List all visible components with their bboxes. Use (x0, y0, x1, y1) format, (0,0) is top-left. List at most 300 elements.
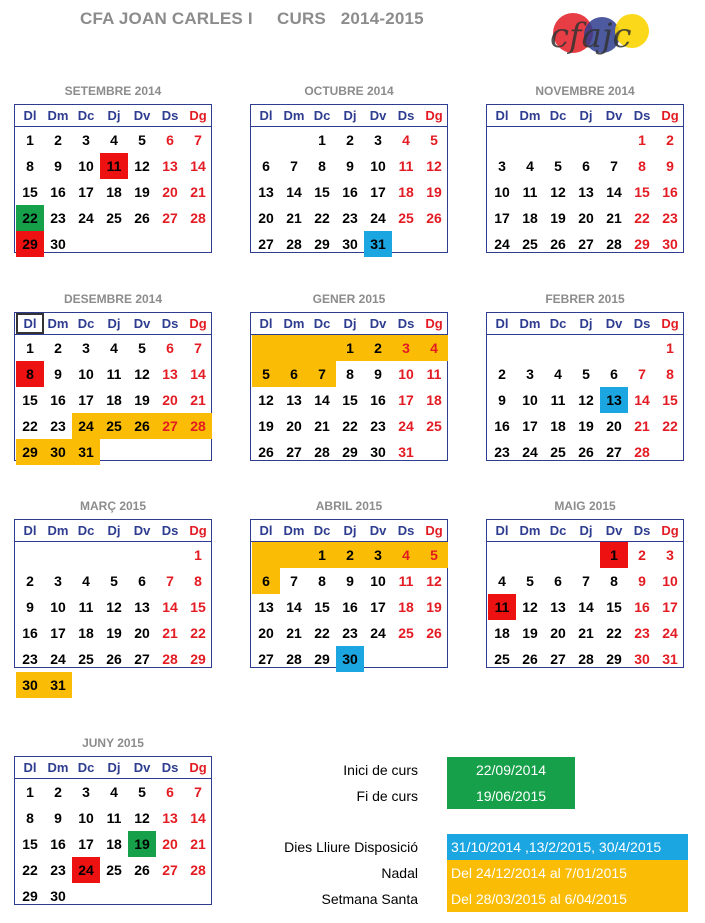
day-cell: 4 (402, 132, 410, 148)
day-cell: 5 (138, 132, 146, 148)
weekday-label: Dl (23, 523, 37, 538)
day-cell: 19 (578, 418, 594, 434)
weekday-label: Dm (519, 108, 541, 123)
weekday-label: Dj (579, 108, 593, 123)
day-cell: 11 (106, 810, 122, 826)
weekday-label: Dm (283, 523, 305, 538)
weekday-label: Dc (313, 108, 331, 123)
day-cell: 29 (634, 236, 650, 252)
day-cell: 11 (550, 392, 566, 408)
weekday-label: Dm (519, 316, 541, 331)
day-cell: 5 (110, 573, 118, 589)
day-cell: 3 (82, 784, 90, 800)
day-cell: 18 (106, 836, 122, 852)
weekday-label: Ds (161, 760, 179, 775)
day-cell: 26 (258, 444, 274, 460)
day-cell: 22 (190, 625, 206, 641)
weekday-label: Dl (495, 523, 509, 538)
day-cell: 10 (78, 366, 94, 382)
month-name: MAIG 2015 (554, 499, 616, 513)
day-cell: 5 (582, 366, 590, 382)
day-cell: 17 (370, 184, 386, 200)
day-cell: 1 (600, 542, 628, 568)
day-cell: 1 (318, 132, 326, 148)
month-grid (14, 756, 212, 905)
day-cell: 9 (346, 573, 354, 589)
day-cell: 28 (190, 862, 206, 878)
day-cell: 2 (498, 366, 506, 382)
weekday-label: Dj (579, 523, 593, 538)
day-cell: 20 (550, 625, 566, 641)
day-cell: 13 (550, 599, 566, 615)
month-calendar (14, 292, 212, 460)
day-cell: 6 (252, 568, 280, 594)
weekday-header-row (487, 520, 683, 542)
day-cell: 15 (314, 184, 330, 200)
month-grid (250, 519, 448, 668)
weekday-label: Dv (605, 316, 623, 331)
weekday-label: Dg (425, 316, 443, 331)
day-cell: 26 (426, 210, 442, 226)
day-cell: 11 (426, 366, 442, 382)
day-cell: 27 (162, 210, 178, 226)
day-cell: 21 (578, 625, 594, 641)
day-cell: 16 (50, 836, 66, 852)
day-cell: 25 (100, 413, 128, 439)
day-cell: 5 (252, 361, 280, 387)
day-cell: 27 (606, 444, 622, 460)
day-cell: 8 (26, 810, 34, 826)
weekday-label: Dl (23, 108, 37, 123)
weekday-header-row (15, 757, 211, 779)
day-cell: 21 (286, 210, 302, 226)
weekday-label: Dv (133, 316, 151, 331)
day-cell: 1 (308, 542, 336, 568)
day-cell: 9 (374, 366, 382, 382)
day-cell: 4 (420, 335, 448, 361)
day-cell: 13 (600, 387, 628, 413)
day-cell: 12 (134, 810, 150, 826)
day-cell: 8 (26, 158, 34, 174)
month-name: JUNY 2015 (82, 736, 144, 750)
blank-day-cell (308, 335, 336, 361)
day-cell: 5 (138, 784, 146, 800)
weekday-label: Ds (161, 523, 179, 538)
month-grid (250, 312, 448, 461)
day-cell: 23 (22, 651, 38, 667)
day-cell: 9 (54, 810, 62, 826)
day-cell: 13 (162, 158, 178, 174)
day-cell: 3 (54, 573, 62, 589)
day-cell: 25 (78, 651, 94, 667)
day-cell: 9 (666, 158, 674, 174)
day-cell: 24 (78, 210, 94, 226)
day-cell: 31 (44, 672, 72, 698)
day-cell: 25 (106, 862, 122, 878)
day-cell: 2 (346, 132, 354, 148)
day-cell: 8 (194, 573, 202, 589)
legend-value: 22/09/2014 (447, 757, 575, 783)
day-cell: 22 (342, 418, 358, 434)
weekday-label: Dg (189, 760, 207, 775)
day-cell: 22 (662, 418, 678, 434)
weekday-header-row (251, 520, 447, 542)
day-cell: 28 (190, 210, 206, 226)
weekday-label: Ds (397, 316, 415, 331)
day-cell: 7 (194, 132, 202, 148)
school-title: CFA JOAN CARLES I (80, 9, 253, 28)
day-cell: 12 (258, 392, 274, 408)
day-cell: 1 (26, 784, 34, 800)
day-cell: 11 (398, 158, 414, 174)
weekday-label: Dg (189, 316, 207, 331)
day-cell: 17 (50, 625, 66, 641)
weekday-label: Dl (495, 316, 509, 331)
weekday-label: Dg (661, 316, 679, 331)
day-cell: 15 (606, 599, 622, 615)
day-cell: 5 (526, 573, 534, 589)
day-cell: 11 (398, 573, 414, 589)
day-cell: 19 (550, 210, 566, 226)
logo-text: cfajc (550, 16, 632, 56)
day-cell: 29 (22, 888, 38, 904)
day-cell: 12 (426, 158, 442, 174)
day-cell: 7 (290, 573, 298, 589)
day-cell: 7 (194, 784, 202, 800)
day-cell: 20 (162, 184, 178, 200)
day-cell: 10 (370, 573, 386, 589)
month-calendar (250, 499, 448, 667)
day-cell: 19 (522, 625, 538, 641)
day-cell: 30 (662, 236, 678, 252)
day-cell: 4 (554, 366, 562, 382)
day-cell: 5 (430, 132, 438, 148)
day-cell: 26 (522, 651, 538, 667)
weekday-label: Dm (47, 108, 69, 123)
day-cell: 30 (336, 646, 364, 672)
weekday-label: Dg (189, 523, 207, 538)
legend-label: Nadal (381, 865, 418, 881)
day-cell: 10 (78, 810, 94, 826)
day-cell: 23 (370, 418, 386, 434)
day-cell: 8 (318, 573, 326, 589)
weekday-label: Dm (47, 316, 69, 331)
weekday-label: Dv (369, 523, 387, 538)
weekday-label: Dc (549, 108, 567, 123)
day-cell: 2 (666, 132, 674, 148)
day-cell: 10 (494, 184, 510, 200)
day-cell: 9 (638, 573, 646, 589)
day-cell: 14 (190, 810, 206, 826)
day-cell: 2 (364, 335, 392, 361)
day-cell: 20 (258, 625, 274, 641)
day-cell: 8 (638, 158, 646, 174)
weekday-header-row (15, 105, 211, 127)
legend-value: 19/06/2015 (447, 783, 575, 809)
day-cell: 10 (662, 573, 678, 589)
month-grid (250, 104, 448, 253)
day-cell: 26 (134, 862, 150, 878)
day-cell: 7 (308, 361, 336, 387)
day-cell: 1 (194, 547, 202, 563)
day-cell: 26 (550, 236, 566, 252)
day-cell: 1 (336, 335, 364, 361)
day-cell: 18 (494, 625, 510, 641)
weekday-label: Dg (425, 108, 443, 123)
day-cell: 18 (426, 392, 442, 408)
weekday-label: Dv (133, 108, 151, 123)
weekday-label: Dj (343, 523, 357, 538)
school-logo (540, 5, 660, 65)
day-cell: 28 (578, 651, 594, 667)
weekday-label: Dj (107, 760, 121, 775)
day-cell: 13 (258, 184, 274, 200)
month-calendar (14, 499, 212, 693)
month-calendar (486, 84, 684, 252)
day-cell: 28 (634, 444, 650, 460)
day-cell: 24 (370, 625, 386, 641)
day-cell: 11 (106, 366, 122, 382)
day-cell: 21 (190, 184, 206, 200)
weekday-header-row (251, 313, 447, 335)
weekday-label: Dl (259, 316, 273, 331)
day-cell: 9 (498, 392, 506, 408)
day-cell: 3 (666, 547, 674, 563)
month-calendar (14, 84, 212, 252)
day-cell: 26 (106, 651, 122, 667)
weekday-label: Dc (77, 108, 95, 123)
day-cell: 17 (370, 599, 386, 615)
day-cell: 13 (162, 366, 178, 382)
month-calendar (250, 292, 448, 460)
month-grid (486, 312, 684, 461)
day-cell: 15 (190, 599, 206, 615)
day-cell: 26 (134, 210, 150, 226)
day-cell: 15 (634, 184, 650, 200)
day-cell: 25 (106, 210, 122, 226)
day-cell: 27 (286, 444, 302, 460)
blank-day-cell (252, 542, 280, 568)
weekday-label: Dm (283, 316, 305, 331)
month-name: ABRIL 2015 (315, 499, 383, 513)
blank-day-cell (280, 335, 308, 361)
day-cell: 16 (662, 184, 678, 200)
month-calendar (486, 499, 684, 667)
day-cell: 5 (420, 542, 448, 568)
day-cell: 2 (336, 542, 364, 568)
day-cell: 27 (156, 413, 184, 439)
day-cell: 11 (488, 594, 516, 620)
weekday-label: Dg (425, 523, 443, 538)
day-cell: 30 (370, 444, 386, 460)
day-cell: 8 (610, 573, 618, 589)
weekday-header-row (251, 105, 447, 127)
day-cell: 16 (634, 599, 650, 615)
day-cell: 17 (398, 392, 414, 408)
day-cell: 19 (426, 184, 442, 200)
day-cell: 26 (426, 625, 442, 641)
day-cell: 1 (638, 132, 646, 148)
day-cell: 8 (666, 366, 674, 382)
day-cell: 22 (314, 210, 330, 226)
weekday-header-row (15, 313, 211, 335)
day-cell: 24 (72, 413, 100, 439)
day-cell: 26 (128, 413, 156, 439)
day-cell: 30 (16, 672, 44, 698)
month-grid (14, 104, 212, 253)
day-cell: 28 (286, 651, 302, 667)
day-cell: 23 (342, 210, 358, 226)
day-cell: 5 (138, 340, 146, 356)
day-cell: 23 (662, 210, 678, 226)
weekday-label: Dg (661, 108, 679, 123)
day-cell: 27 (162, 862, 178, 878)
day-cell: 2 (638, 547, 646, 563)
day-cell: 21 (314, 418, 330, 434)
day-cell: 14 (162, 599, 178, 615)
day-cell: 12 (134, 366, 150, 382)
day-cell: 29 (606, 651, 622, 667)
weekday-header-row (487, 105, 683, 127)
day-cell: 22 (22, 862, 38, 878)
day-cell: 12 (426, 573, 442, 589)
day-cell: 23 (342, 625, 358, 641)
day-cell: 17 (78, 392, 94, 408)
weekday-label: Dv (605, 108, 623, 123)
day-cell: 6 (554, 573, 562, 589)
day-cell: 11 (100, 153, 128, 179)
weekday-label: Dg (189, 108, 207, 123)
day-cell: 25 (494, 651, 510, 667)
day-cell: 18 (78, 625, 94, 641)
weekday-label: Dm (283, 108, 305, 123)
month-calendar (14, 736, 212, 904)
weekday-label: Ds (633, 523, 651, 538)
day-cell: 14 (286, 184, 302, 200)
day-cell: 24 (662, 625, 678, 641)
day-cell: 31 (72, 439, 100, 465)
weekday-label: Dl (16, 313, 44, 334)
weekday-label: Dl (495, 108, 509, 123)
day-cell: 15 (22, 836, 38, 852)
day-cell: 27 (550, 651, 566, 667)
day-cell: 22 (22, 418, 38, 434)
day-cell: 15 (22, 184, 38, 200)
day-cell: 12 (578, 392, 594, 408)
day-cell: 14 (190, 158, 206, 174)
weekday-label: Dc (77, 760, 95, 775)
day-cell: 30 (634, 651, 650, 667)
weekday-label: Dv (133, 523, 151, 538)
day-cell: 14 (190, 366, 206, 382)
day-cell: 9 (54, 366, 62, 382)
day-cell: 23 (494, 444, 510, 460)
legend-label: Inici de curs (343, 762, 418, 778)
day-cell: 21 (162, 625, 178, 641)
weekday-label: Dl (259, 108, 273, 123)
day-cell: 3 (82, 132, 90, 148)
day-cell: 6 (582, 158, 590, 174)
day-cell: 3 (392, 335, 420, 361)
day-cell: 28 (162, 651, 178, 667)
day-cell: 18 (398, 599, 414, 615)
day-cell: 23 (50, 418, 66, 434)
day-cell: 3 (526, 366, 534, 382)
day-cell: 18 (522, 210, 538, 226)
weekday-label: Dc (549, 523, 567, 538)
day-cell: 21 (286, 625, 302, 641)
day-cell: 21 (190, 836, 206, 852)
day-cell: 30 (50, 888, 66, 904)
weekday-label: Dc (549, 316, 567, 331)
month-name: MARÇ 2015 (79, 499, 147, 513)
day-cell: 18 (106, 392, 122, 408)
day-cell: 14 (634, 392, 650, 408)
month-name: FEBRER 2015 (545, 292, 625, 306)
day-cell: 18 (550, 418, 566, 434)
day-cell: 6 (280, 361, 308, 387)
day-cell: 16 (342, 599, 358, 615)
month-grid (14, 519, 212, 693)
day-cell: 31 (398, 444, 414, 460)
weekday-label: Dl (259, 523, 273, 538)
day-cell: 15 (662, 392, 678, 408)
day-cell: 24 (50, 651, 66, 667)
weekday-label: Dc (313, 316, 331, 331)
weekday-label: Ds (397, 108, 415, 123)
day-cell: 16 (370, 392, 386, 408)
weekday-label: Dc (77, 316, 95, 331)
day-cell: 17 (662, 599, 678, 615)
day-cell: 15 (342, 392, 358, 408)
day-cell: 23 (50, 862, 66, 878)
day-cell: 24 (72, 857, 100, 883)
weekday-label: Ds (397, 523, 415, 538)
day-cell: 14 (286, 599, 302, 615)
day-cell: 16 (342, 184, 358, 200)
day-cell: 20 (162, 392, 178, 408)
day-cell: 20 (578, 210, 594, 226)
day-cell: 22 (634, 210, 650, 226)
day-cell: 20 (606, 418, 622, 434)
day-cell: 4 (82, 573, 90, 589)
day-cell: 10 (78, 158, 94, 174)
weekday-label: Dm (47, 523, 69, 538)
day-cell: 19 (106, 625, 122, 641)
month-name: NOVEMBRE 2014 (535, 84, 635, 98)
day-cell: 12 (522, 599, 538, 615)
day-cell: 3 (374, 132, 382, 148)
day-cell: 29 (342, 444, 358, 460)
weekday-header-row (15, 520, 211, 542)
day-cell: 12 (550, 184, 566, 200)
day-cell: 8 (16, 361, 44, 387)
day-cell: 13 (578, 184, 594, 200)
day-cell: 22 (314, 625, 330, 641)
weekday-label: Dm (519, 523, 541, 538)
day-cell: 20 (134, 625, 150, 641)
day-cell: 4 (392, 542, 420, 568)
day-cell: 3 (82, 340, 90, 356)
weekday-label: Dl (23, 760, 37, 775)
day-cell: 19 (134, 184, 150, 200)
day-cell: 2 (26, 573, 34, 589)
legend-value: 31/10/2014 ,13/2/2015, 30/4/2015 (447, 834, 688, 860)
day-cell: 28 (314, 444, 330, 460)
weekday-label: Dj (107, 523, 121, 538)
day-cell: 25 (550, 444, 566, 460)
day-cell: 9 (26, 599, 34, 615)
